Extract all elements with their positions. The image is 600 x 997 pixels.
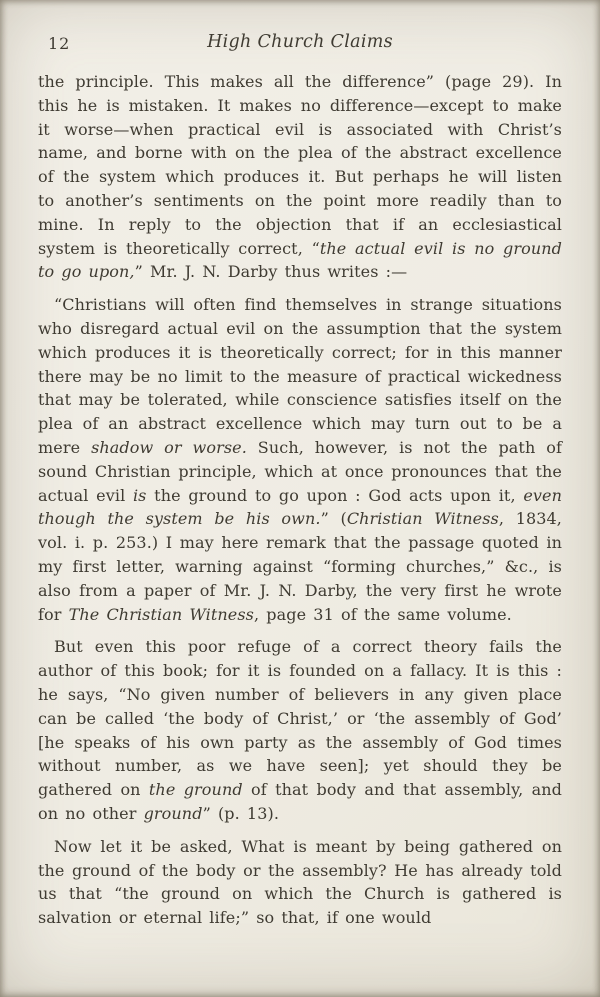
paragraph	[38, 835, 562, 930]
italic-text-run: shadow or worse.	[91, 437, 247, 457]
text-run: the principle. This makes all the difference” (page 29). In this he is mistaken. It makes no difference—except to make it worse—when practical evil is associated with Christ’s name, and borne with on the plea of the abstract excellence of the system which produces it. But perhaps he will listen to another’s sentiments on the point more readily than to mine. In reply to the objection that if an ecclesiastical system is theoretically correct, “	[38, 72, 562, 258]
text-run: , page 31 of the same volume.	[254, 604, 512, 624]
italic-text-run: Christian Witness	[346, 509, 499, 529]
running-title: High Church Claims	[207, 32, 393, 52]
italic-text-run: even though the system be his own.	[38, 485, 562, 529]
text-run: ” (p. 13).	[202, 803, 280, 823]
text-run: But even this poor refuge of a correct theory fails the author of this book; for it is founded on a fallacy. It is this : he says, “No given number of believers in any given place can be called ‘the body of Christ,’ or ‘the assembly of God’ [he speaks of his own party as the assembly of God times without number, as we have seen]; yet should they be gathered on	[38, 637, 562, 800]
italic-text-run: the actual evil is no ground to go upon,	[38, 238, 562, 282]
text-run: the ground to go upon : God acts upon it,	[146, 485, 524, 505]
italic-text-run: is	[132, 485, 147, 505]
page-header	[48, 32, 552, 56]
paragraph	[38, 293, 562, 626]
paragraph	[38, 70, 562, 284]
text-run: Such, however, is not the path of sound Christian principle, which at once pronounces that the actual evil	[38, 437, 563, 505]
page-body	[38, 70, 562, 930]
text-run: ” Mr. J. N. Darby thus writes :—	[134, 262, 408, 282]
text-run: , 1834, vol. i. p. 253.) I may here remark that the passage quoted in my first letter, warning against “forming churches,” &c., is also from a paper of Mr. J. N. Darby, the very first he wrote for	[38, 509, 562, 624]
italic-text-run: ground	[143, 803, 203, 823]
text-run: of that body and that assembly, and on no other	[38, 780, 562, 823]
italic-text-run: The Christian Witness	[68, 604, 254, 624]
text-run: ” (	[320, 509, 347, 529]
text-run: Now let it be asked, What is meant by being gathered on the ground of the body or the assembly? He has already told us that “the ground on which the Church is gathered is salvation or eternal life;” so that, if one would	[38, 836, 562, 928]
page-number: 12	[48, 34, 71, 53]
text-run: “Christians will often find themselves in strange situations who disregard actual evil on the assumption that the system which produces it is theoretically correct; for in this manner there may be no limit to the measure of practical wickedness that may be tolerated, while conscience satisfies itself on the plea of an abstract excellence which may turn out to be a mere	[38, 295, 562, 457]
italic-text-run: the ground	[148, 780, 243, 800]
paragraph	[38, 635, 562, 825]
